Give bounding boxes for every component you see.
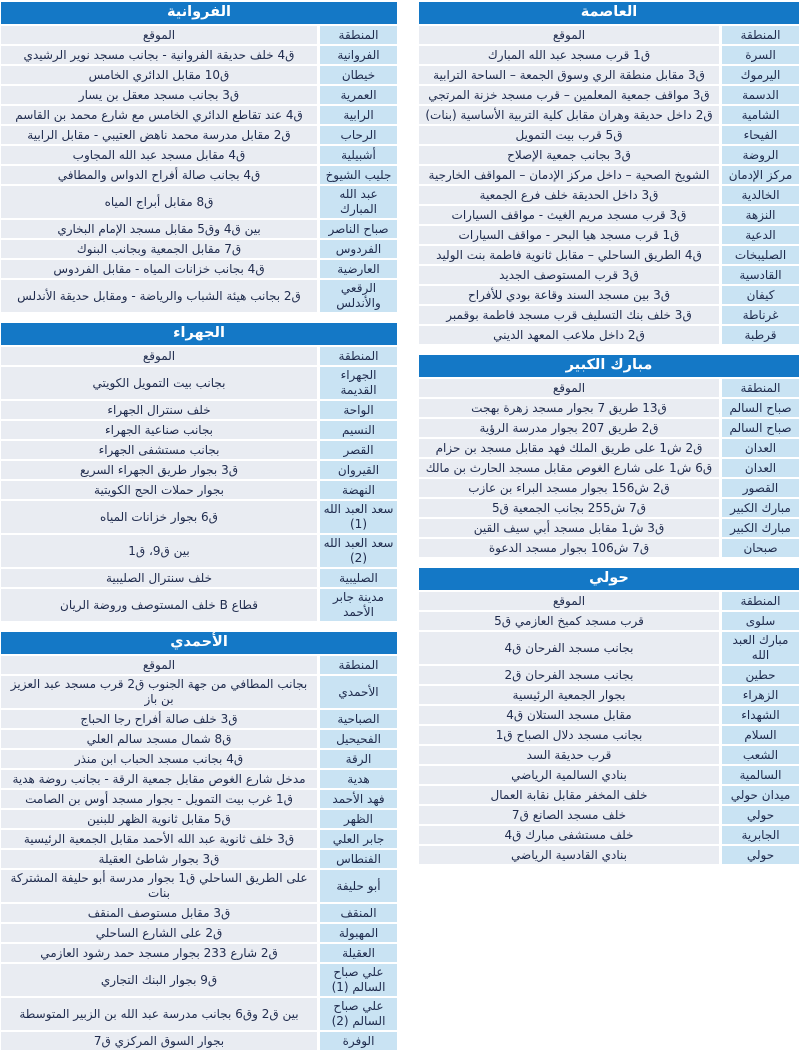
table-header-row [1,347,397,365]
region-cell: السرة [722,46,799,64]
location-cell: ق3 بجوار طريق الجهراء السريع [1,461,317,479]
region-cell: كيفان [722,286,799,304]
region-cell: حولي [722,806,799,824]
location-cell: خلف سنترال الصليبية [1,569,317,587]
location-cell: ق3 خلف صالة أفراح رجا الحباج [1,710,317,728]
column-header-region: المنطقة [320,656,397,674]
region-cell: الرقعي والأندلس [320,280,397,312]
location-cell: الشويخ الصحية – داخل مركز الإدمان – المواقف الخارجية [419,166,719,184]
table-row [1,106,397,124]
region-cell: صباح الناصر [320,220,397,238]
region-cell: مركز الإدمان [722,166,799,184]
left-column [1,2,397,1050]
table-row [1,750,397,768]
table-row [1,850,397,868]
table-row [1,46,397,64]
table-header-row [419,26,799,44]
table-row [1,710,397,728]
table-row [1,924,397,942]
region-cell: اليرموك [722,66,799,84]
region-cell: مبارك الكبير [722,519,799,537]
table-row [1,964,397,996]
region-cell: الفنطاس [320,850,397,868]
location-cell: خلف مستشفى مبارك ق4 [419,826,719,844]
location-cell: ق3 بجانب جمعية الإصلاح [419,146,719,164]
location-cell: ق2 على الشارع الساحلي [1,924,317,942]
location-cell: ق3 بين مسجد السند وقاعة بودي للأفراح [419,286,719,304]
region-cell: جابر العلي [320,830,397,848]
location-cell: ق9 بجوار البنك التجاري [1,964,317,996]
table-row [1,589,397,621]
region-cell: القادسية [722,266,799,284]
table-row [419,246,799,264]
table-title: الفروانية [1,2,397,24]
region-cell: أبو حليفة [320,870,397,902]
table-row [419,519,799,537]
location-cell: ق13 طريق 7 بجوار مسجد زهرة بهجت [419,399,719,417]
location-cell: ق1 غرب بيت التمويل - بجوار مسجد أوس بن الصامت [1,790,317,808]
table-row [419,806,799,824]
location-cell: ق3 داخل الحديقة خلف فرع الجمعية [419,186,719,204]
region-cell: الزهراء [722,686,799,704]
location-cell: ق2 بجانب هيئة الشباب والرياضة - ومقابل حديقة الأندلس [1,280,317,312]
region-cell: الفردوس [320,240,397,258]
table-header-row [1,26,397,44]
region-cell: علي صباح السالم (1) [320,964,397,996]
table-header-row [419,592,799,610]
table-row [419,846,799,864]
location-cell: ق2 ش156 بجوار مسجد البراء بن عازب [419,479,719,497]
table-row [419,66,799,84]
region-cell: غرناطة [722,306,799,324]
location-cell: بجانب مسجد الفرحان ق4 [419,632,719,664]
region-cell: جليب الشيوخ [320,166,397,184]
location-cell: ق3 خلف بنك التسليف قرب مسجد فاطمة بوقمبر [419,306,719,324]
table-row [1,730,397,748]
table-row [1,401,397,419]
location-cell: بجانب مسجد دلال الصباح ق1 [419,726,719,744]
column-header-location: الموقع [419,592,719,610]
location-cell: بجانب مستشفى الجهراء [1,441,317,459]
table-row [1,904,397,922]
table-hawalli [419,568,799,864]
table-row [1,569,397,587]
region-cell: الروضة [722,146,799,164]
region-cell: أشبيلية [320,146,397,164]
table-row [1,146,397,164]
table-title: الأحمدي [1,632,397,654]
region-cell: الدسمة [722,86,799,104]
location-cell: بين ق2 وق6 بجانب مدرسة عبد الله بن الزبير المتوسطة [1,998,317,1030]
location-cell: ق2 طريق 207 بجوار مدرسة الرؤية [419,419,719,437]
region-cell: قرطبة [722,326,799,344]
table-row [1,166,397,184]
location-cell: ق3 مقابل منطقة الري وسوق الجمعة – الساحة الترابية [419,66,719,84]
table-row [419,326,799,344]
location-cell: ق6 ش1 على شارع الغوص مقابل مسجد الحارث بن مالك [419,459,719,477]
region-cell: الفحيحيل [320,730,397,748]
location-cell: بجانب صناعية الجهراء [1,421,317,439]
table-row [1,998,397,1030]
location-cell: ق4 عند تقاطع الدائري الخامس مع شارع محمد بن القاسم [1,106,317,124]
location-cell: ق3 بجوار شاطئ العقيلة [1,850,317,868]
region-cell: الخالدية [722,186,799,204]
region-cell: الجابرية [722,826,799,844]
location-cell: بجوار حملات الحج الكويتية [1,481,317,499]
table-row [419,686,799,704]
table-row [1,810,397,828]
table-row [1,461,397,479]
location-cell: ق1 قرب مسجد هيا البحر - مواقف السيارات [419,226,719,244]
table-row [419,166,799,184]
region-cell: صبحان [722,539,799,557]
table-row [419,539,799,557]
column-header-location: الموقع [419,26,719,44]
region-cell: هدية [320,770,397,788]
location-cell: بجانب مسجد الفرحان ق2 [419,666,719,684]
region-cell: الجهراء القديمة [320,367,397,399]
column-header-region: المنطقة [320,26,397,44]
table-row [1,66,397,84]
region-cell: العدان [722,439,799,457]
region-cell: العقيلة [320,944,397,962]
region-cell: حطين [722,666,799,684]
table-row [419,86,799,104]
table-row [419,612,799,630]
region-cell: الصباحية [320,710,397,728]
column-header-region: المنطقة [722,592,799,610]
region-cell: العمرية [320,86,397,104]
table-row [419,726,799,744]
location-cell: ق3 مقابل مستوصف المنقف [1,904,317,922]
column-header-region: المنطقة [722,379,799,397]
location-cell: ق1 قرب مسجد عبد الله المبارك [419,46,719,64]
location-cell: ق4 خلف حديقة الفروانية - بجانب مسجد نوير الرشيدي [1,46,317,64]
location-cell: ق4 بجانب مسجد الحباب ابن منذر [1,750,317,768]
region-cell: القيروان [320,461,397,479]
location-cell: ق2 ش1 على طريق الملك فهد مقابل مسجد بن حزام [419,439,719,457]
column-header-location: الموقع [1,347,317,365]
region-cell: الظهر [320,810,397,828]
location-cell: ق7 ش106 بجوار مسجد الدعوة [419,539,719,557]
region-cell: علي صباح السالم (2) [320,998,397,1030]
region-cell: الرقة [320,750,397,768]
region-cell: ميدان حولي [722,786,799,804]
table-row [419,632,799,664]
table-mubarak_alkabeer [419,355,799,557]
region-cell: الوفرة [320,1032,397,1050]
location-cell: ق2 داخل حديقة وهران مقابل كلية التربية الأساسية (بنات) [419,106,719,124]
table-row [1,770,397,788]
location-cell: ق3 قرب المستوصف الجديد [419,266,719,284]
location-cell: ق4 الطريق الساحلي – مقابل ثانوية فاطمة بنت الوليد [419,246,719,264]
location-cell: قطاع B خلف المستوصف وروضة الريان [1,589,317,621]
table-header-row [1,656,397,674]
table-ahmadi [1,632,397,1050]
location-cell: ق7 ش255 بجانب الجمعية ق5 [419,499,719,517]
region-cell: القصور [722,479,799,497]
table-row [1,220,397,238]
region-cell: الشعب [722,746,799,764]
region-cell: صباح السالم [722,419,799,437]
table-row [419,499,799,517]
table-row [1,186,397,218]
location-cell: ق5 قرب بيت التمويل [419,126,719,144]
location-cell: خلف المخفر مقابل نقابة العمال [419,786,719,804]
table-jahra [1,323,397,621]
location-cell: ق8 مقابل أبراج المياه [1,186,317,218]
location-cell: بجوار الجمعية الرئيسية [419,686,719,704]
location-cell: بنادي السالمية الرياضي [419,766,719,784]
table-row [419,459,799,477]
region-cell: حولي [722,846,799,864]
table-row [1,126,397,144]
table-row [419,766,799,784]
table-row [1,240,397,258]
region-cell: القصر [320,441,397,459]
table-row [1,501,397,533]
location-cell: ق4 بجانب خزانات المياه - مقابل الفردوس [1,260,317,278]
location-cell: بين ق9، ق1 [1,535,317,567]
region-cell: الشهداء [722,706,799,724]
table-row [419,266,799,284]
table-row [419,399,799,417]
table-title: حولي [419,568,799,590]
region-cell: الشامية [722,106,799,124]
region-cell: السالمية [722,766,799,784]
region-cell: سعد العبد الله (1) [320,501,397,533]
region-cell: الفروانية [320,46,397,64]
table-row [419,286,799,304]
region-cell: العدان [722,459,799,477]
location-cell: ق2 مقابل مدرسة محمد ناهض العتيبي - مقابل الرابية [1,126,317,144]
table-row [419,106,799,124]
location-cell: مدخل شارع الغوص مقابل جمعية الرقة - بجانب روضة هدية [1,770,317,788]
table-row [419,706,799,724]
region-cell: الأحمدي [320,676,397,708]
table-row [419,226,799,244]
table-header-row [419,379,799,397]
location-cell: ق10 مقابل الدائري الخامس [1,66,317,84]
table-row [1,260,397,278]
table-title: مبارك الكبير [419,355,799,377]
region-cell: الدعية [722,226,799,244]
region-cell: سلوى [722,612,799,630]
column-header-location: الموقع [419,379,719,397]
table-row [1,870,397,902]
table-row [419,186,799,204]
table-row [419,479,799,497]
table-row [1,481,397,499]
location-cell: قرب حديقة السد [419,746,719,764]
right-column [419,2,799,1050]
table-title: العاصمة [419,2,799,24]
location-cell: بجوار السوق المركزي ق7 [1,1032,317,1050]
table-row [1,944,397,962]
table-farwaniya [1,2,397,312]
region-cell: الرابية [320,106,397,124]
location-cell: ق3 مواقف جمعية المعلمين – قرب مسجد خزنة المرتجي [419,86,719,104]
table-row [419,306,799,324]
location-cell: ق2 داخل ملاعب المعهد الديني [419,326,719,344]
location-cell: ق3 ش1 مقابل مسجد أبي سيف القين [419,519,719,537]
location-cell: خلف مسجد الصانع ق7 [419,806,719,824]
table-row [419,826,799,844]
region-cell: النزهة [722,206,799,224]
location-cell: ق4 مقابل مسجد عبد الله المجاوب [1,146,317,164]
table-row [419,419,799,437]
region-cell: عبد الله المبارك [320,186,397,218]
table-row [419,439,799,457]
table-row [1,367,397,399]
table-row [419,146,799,164]
table-row [419,126,799,144]
location-cell: ق2 شارع 233 بجوار مسجد حمد رشود العازمي [1,944,317,962]
region-cell: السلام [722,726,799,744]
table-row [1,535,397,567]
region-cell: الرحاب [320,126,397,144]
region-cell: المهبولة [320,924,397,942]
location-cell: ق7 مقابل الجمعية وبجانب البنوك [1,240,317,258]
location-cell: ق3 بجانب مسجد معقل بن يسار [1,86,317,104]
location-cell: ق8 شمال مسجد سالم العلي [1,730,317,748]
region-cell: مدينة جابر الأحمد [320,589,397,621]
region-cell: الصليبية [320,569,397,587]
column-header-region: المنطقة [722,26,799,44]
table-row [1,790,397,808]
table-asima [419,2,799,344]
column-header-region: المنطقة [320,347,397,365]
location-cell: ق5 مقابل ثانوية الظهر للبنين [1,810,317,828]
table-row [1,86,397,104]
table-row [1,830,397,848]
column-header-location: الموقع [1,656,317,674]
table-row [1,1032,397,1050]
location-cell: على الطريق الساحلي ق1 بجوار مدرسة أبو حليفة المشتركة بنات [1,870,317,902]
table-row [419,786,799,804]
location-cell: مقابل مسجد الستلان ق4 [419,706,719,724]
region-cell: الفيحاء [722,126,799,144]
region-cell: مبارك العبد الله [722,632,799,664]
region-cell: صباح السالم [722,399,799,417]
region-cell: الواحة [320,401,397,419]
region-cell: النهضة [320,481,397,499]
location-cell: بجانب بيت التمويل الكويتي [1,367,317,399]
location-cell: ق3 خلف ثانوية عبد الله الأحمد مقابل الجمعية الرئيسية [1,830,317,848]
table-row [419,46,799,64]
table-row [1,280,397,312]
region-cell: خيطان [320,66,397,84]
region-cell: الصليبخات [722,246,799,264]
table-row [419,746,799,764]
region-cell: سعد العبد الله (2) [320,535,397,567]
region-cell: فهد الأحمد [320,790,397,808]
region-cell: المنقف [320,904,397,922]
table-row [1,441,397,459]
table-row [419,666,799,684]
region-cell: مبارك الكبير [722,499,799,517]
location-cell: بنادي القادسية الرياضي [419,846,719,864]
table-row [1,421,397,439]
table-row [419,206,799,224]
region-cell: العارضية [320,260,397,278]
location-cell: ق3 قرب مسجد مريم الغيث - مواقف السيارات [419,206,719,224]
table-row [1,676,397,708]
location-cell: بجانب المطافي من جهة الجنوب ق2 قرب مسجد عبد العزيز بن باز [1,676,317,708]
location-cell: بين ق4 وق5 مقابل مسجد الإمام البخاري [1,220,317,238]
location-cell: خلف سنترال الجهراء [1,401,317,419]
table-title: الجهراء [1,323,397,345]
column-header-location: الموقع [1,26,317,44]
location-cell: ق4 بجانب صالة أفراح الدواس والمطافي [1,166,317,184]
region-cell: النسيم [320,421,397,439]
location-cell: ق6 بجوار خزانات المياه [1,501,317,533]
location-cell: قرب مسجد كميخ العازمي ق5 [419,612,719,630]
